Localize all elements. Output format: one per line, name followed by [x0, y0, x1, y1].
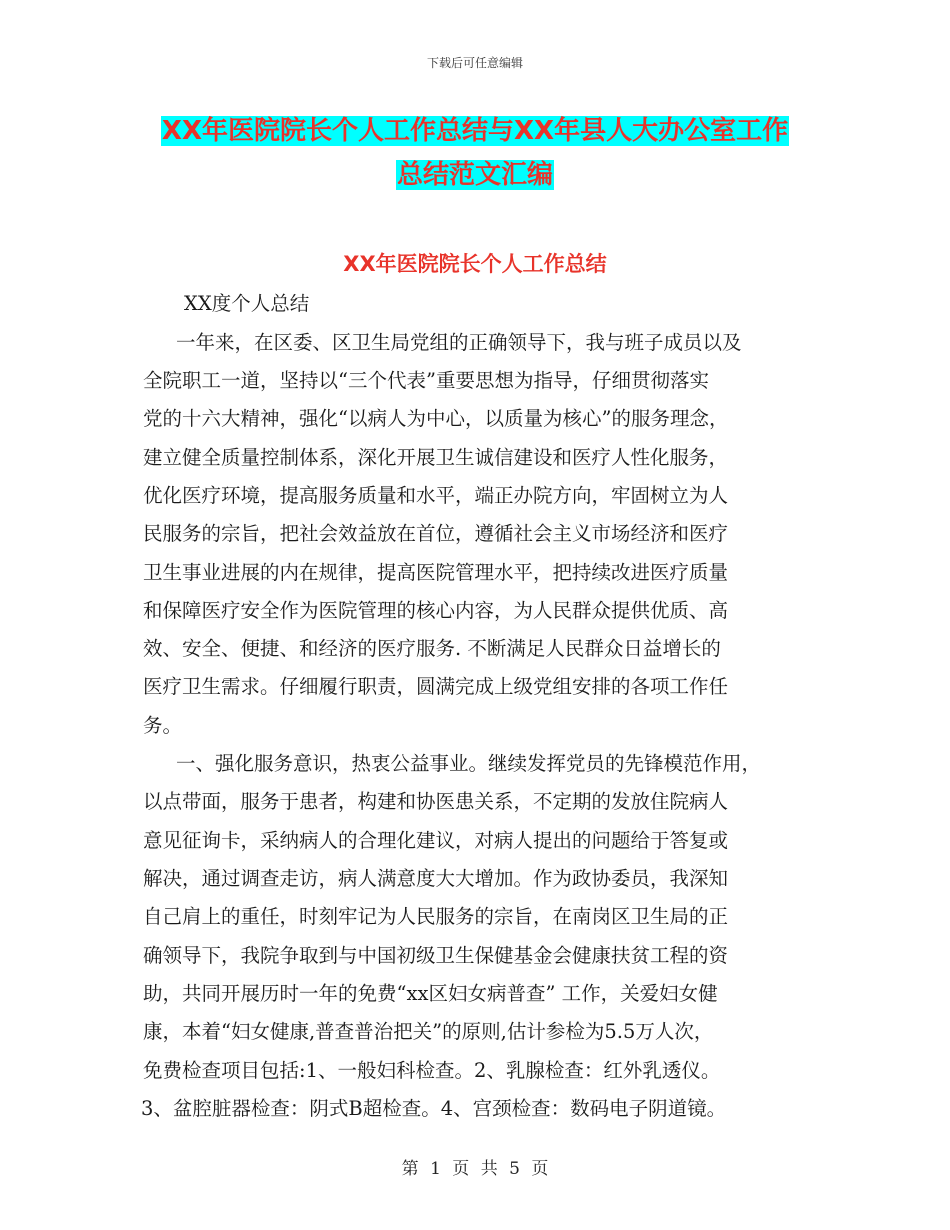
- body-line: 优化医疗环境，提高服务质量和水平，端正办院方向，牢固树立为人: [143, 484, 729, 507]
- body-line: 医疗卫生需求。仔细履行职责，圆满完成上级党组安排的各项工作任: [143, 675, 729, 698]
- document-title-line-1: XX年医院院长个人工作总结与XX年县人大办公室工作: [161, 116, 789, 146]
- body-line: 效、安全、便捷、和经济的医疗服务. 不断满足人民群众日益增长的: [143, 637, 721, 660]
- body-line: 务。: [143, 714, 183, 737]
- body-line: 解决，通过调查走访，病人满意度大大增加。作为政协委员，我深知: [143, 867, 729, 890]
- body-line: 卫生事业进展的内在规律，提高医院管理水平，把持续改进医疗质量: [143, 561, 729, 584]
- body-line: 建立健全质量控制体系，深化开展卫生诚信建设和医疗人性化服务，: [143, 446, 729, 469]
- body-line: 全院职工一道，坚持以“三个代表”重要思想为指导，仔细贯彻落实: [143, 369, 709, 392]
- body-line: 康，本着“妇女健康,普查普治把关”的原则,估计参检为5.5万人次，: [143, 1020, 714, 1043]
- body-line: 3、盆腔脏器检查：阴式B超检查。4、宫颈检查：数码电子阴道镜。: [141, 1097, 727, 1120]
- body-line: 确领导下，我院争取到与中国初级卫生保健基金会健康扶贫工程的资: [143, 944, 729, 967]
- body-line: 意见征询卡，采纳病人的合理化建议，对病人提出的问题给于答复或: [143, 829, 729, 852]
- section-title: XX年医院院长个人工作总结: [343, 252, 607, 276]
- body-line: 免费检查项目包括:1、一般妇科检查。2、乳腺检查：红外乳透仪。: [143, 1059, 721, 1082]
- body-line: 一年来，在区委、区卫生局党组的正确领导下，我与班子成员以及: [176, 331, 742, 354]
- page-header-note: 下载后可任意编辑: [426, 56, 523, 70]
- body-line: 自己肩上的重任，时刻牢记为人民服务的宗旨，在南岗区卫生局的正: [143, 905, 729, 928]
- document-title-line-2: 总结范文汇编: [396, 160, 553, 190]
- page-number-footer: 第 1 页 共 5 页: [401, 1159, 549, 1179]
- body-line: 一、强化服务意识，热衷公益事业。继续发挥党员的先锋模范作用，: [176, 752, 762, 775]
- body-line: 民服务的宗旨，把社会效益放在首位，遵循社会主义市场经济和医疗: [143, 522, 729, 545]
- body-line: 以点带面，服务于患者，构建和协医患关系，不定期的发放住院病人: [143, 790, 729, 813]
- subheading: XX度个人总结: [184, 292, 310, 315]
- body-line: 和保障医疗安全作为医院管理的核心内容，为人民群众提供优质、高: [143, 599, 729, 622]
- body-line: 党的十六大精神，强化“以病人为中心，以质量为核心”的服务理念，: [143, 407, 729, 430]
- body-line: 助，共同开展历时一年的免费“xx区妇女病普查” 工作，关爱妇女健: [143, 982, 718, 1005]
